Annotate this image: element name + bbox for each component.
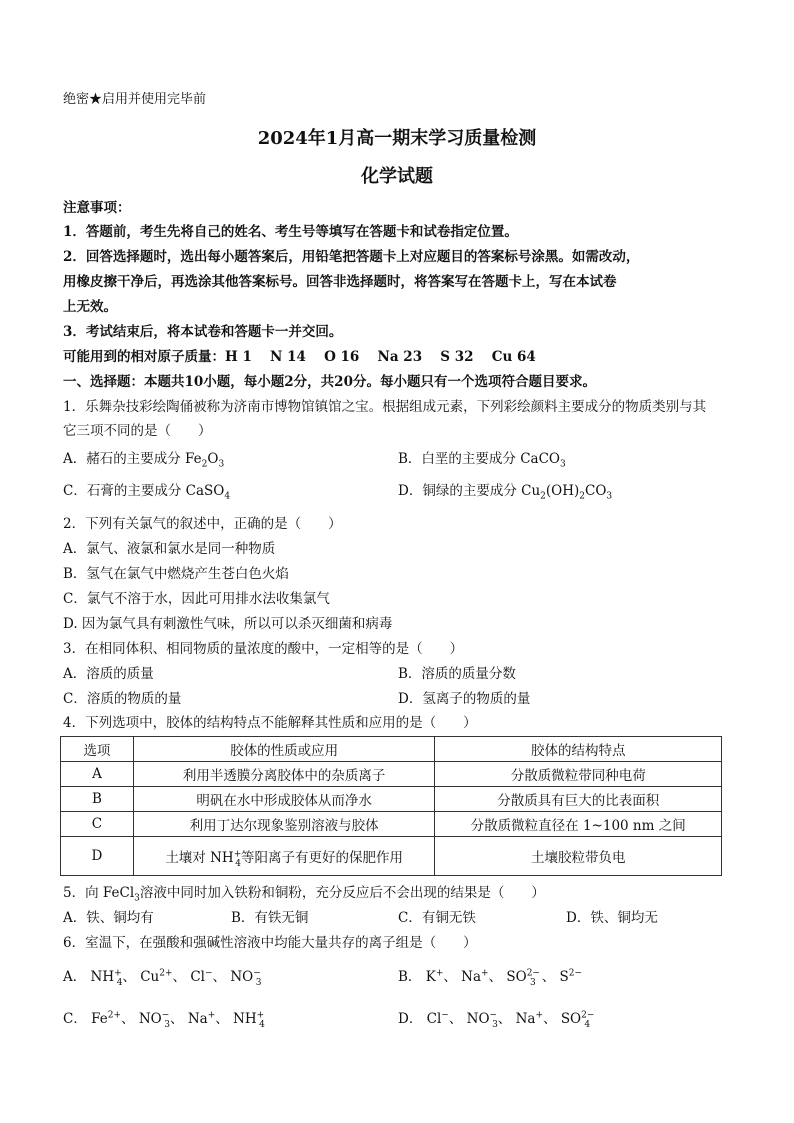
table-header-option: 选项 (61, 737, 134, 762)
table-row (61, 762, 722, 787)
table-header-row (61, 737, 722, 762)
q3-option-b: B．溶质的质量分数 (398, 666, 516, 682)
q2-option-b: B．氢气在氯气中燃烧产生苍白色火焰 (63, 566, 289, 582)
q6-option-c: C． $Fe^{2+}$、 $NO^-_3$、 Na+、 $NH^+_4$ (63, 1010, 265, 1030)
exam-subtitle: 化学试题 (361, 166, 433, 187)
q5-option-a: A．铁、铜均有 (63, 910, 154, 926)
q5-stem: 5．向 FeCl$_3$溶液中同时加入铁粉和铜粉，充分反应后不会出现的结果是（ ） (63, 885, 545, 904)
table-cell: 土壤对 $NH^+_4$等阳离子有更好的保肥作用 (133, 837, 435, 876)
note-item-2-line-1: 2．回答选择题时，选出每小题答案后，用铅笔把答题卡上对应题目的答案标号涂黑。如需改动， (63, 249, 640, 265)
q1-option-c: C．石膏的主要成分 CaSO$_4$ (63, 483, 231, 502)
table-row (61, 787, 722, 812)
q5-option-b: B．有铁无铜 (231, 910, 309, 926)
q1-stem-line-1: 1．乐舞杂技彩绘陶俑被称为济南市博物馆镇馆之宝。根据组成元素，下列彩绘颜料主要成分的物质类别与其 (63, 399, 707, 415)
q3-option-d: D．氢离子的物质的量 (398, 691, 531, 707)
table-cell: 利用半透膜分离胶体中的杂质离子 (133, 762, 435, 787)
table-cell: 分散质具有巨大的比表面积 (435, 787, 722, 812)
table-cell: A (61, 762, 134, 787)
exam-title: 2024年1月高一期末学习质量检测 (257, 128, 537, 149)
note-item-2-line-2: 用橡皮擦干净后，再选涂其他答案标号。回答非选择题时，将答案写在答题卡上，写在本试卷 (63, 274, 617, 290)
table-row (61, 812, 722, 837)
q1-option-a: A．赭石的主要成分 $Fe_2O_3$ (63, 451, 225, 470)
q4-stem: 4．下列选项中，胶体的结构特点不能解释其性质和应用的是（ ） (63, 715, 477, 731)
q2-option-d: D. 因为氯气具有刺激性气味，所以可以杀灭细菌和病毒 (63, 616, 393, 632)
q2-stem: 2．下列有关氯气的叙述中，正确的是（ ） (63, 516, 342, 532)
q1-option-b: B．白垩的主要成分 CaCO$_3$ (398, 451, 566, 470)
q6-option-a: A． $NH^+_4$、 $Cu^{2+}$、 Cl−、 $NO^-_3$ (63, 968, 262, 988)
q5-option-c: C．有铜无铁 (398, 910, 476, 926)
note-item-3: 3．考试结束后，将本试卷和答题卡一并交回。 (63, 324, 343, 340)
q1-option-d: D．铜绿的主要成分 $Cu_2(OH)_2CO_3$ (398, 483, 613, 502)
table-cell: 分散质微粒带同种电荷 (435, 762, 722, 787)
atomic-masses: 可能用到的相对原子质量：H 1 N 14 O 16 Na 23 S 32 Cu 64 (63, 349, 536, 365)
table-cell: 明矾在水中形成胶体从而净水 (133, 787, 435, 812)
q2-option-c: C．氯气不溶于水，因此可用排水法收集氯气 (63, 591, 330, 607)
table-header-feature: 胶体的结构特点 (435, 737, 722, 762)
q4-table (60, 736, 722, 876)
table-cell: B (61, 787, 134, 812)
notes-heading: 注意事项： (63, 200, 131, 216)
q1-stem-line-2: 它三项不同的是（ ） (63, 423, 212, 439)
table-header-property: 胶体的性质或应用 (133, 737, 435, 762)
q6-option-d: D． Cl−、 $NO^-_3$、 Na+、 $SO^{2-}_4$ (398, 1010, 595, 1030)
section-1-heading: 一、选择题：本题共10小题，每小题2分，共20分。每小题只有一个选项符合题目要求。 (63, 374, 596, 390)
table-cell: 土壤胶粒带负电 (435, 837, 722, 876)
table-row (61, 837, 722, 876)
q3-stem: 3．在相同体积、相同物质的量浓度的酸中，一定相等的是（ ） (63, 641, 464, 657)
table-cell: 分散质微粒直径在 1~100 nm 之间 (435, 812, 722, 837)
table-cell: D (61, 837, 134, 876)
q5-option-d: D．铁、铜均无 (566, 910, 658, 926)
note-item-2-line-3: 上无效。 (63, 299, 117, 315)
confidential-label: 绝密★启用并使用完毕前 (63, 92, 207, 107)
q6-stem: 6．室温下，在强酸和强碱性溶液中均能大量共存的离子组是（ ） (63, 935, 477, 951)
table-cell: 利用丁达尔现象鉴别溶液与胶体 (133, 812, 435, 837)
note-item-1: 1．答题前，考生先将自己的姓名、考生号等填写在答题卡和试卷指定位置。 (63, 224, 518, 240)
q6-option-b: B． K+、 Na+、 $SO^{2-}_3$ 、 $S^{2-}$ (398, 968, 583, 988)
q2-option-a: A．氯气、液氯和氯水是同一种物质 (63, 541, 276, 557)
q3-option-c: C．溶质的物质的量 (63, 691, 182, 707)
q3-option-a: A．溶质的质量 (63, 666, 154, 682)
table-cell: C (61, 812, 134, 837)
